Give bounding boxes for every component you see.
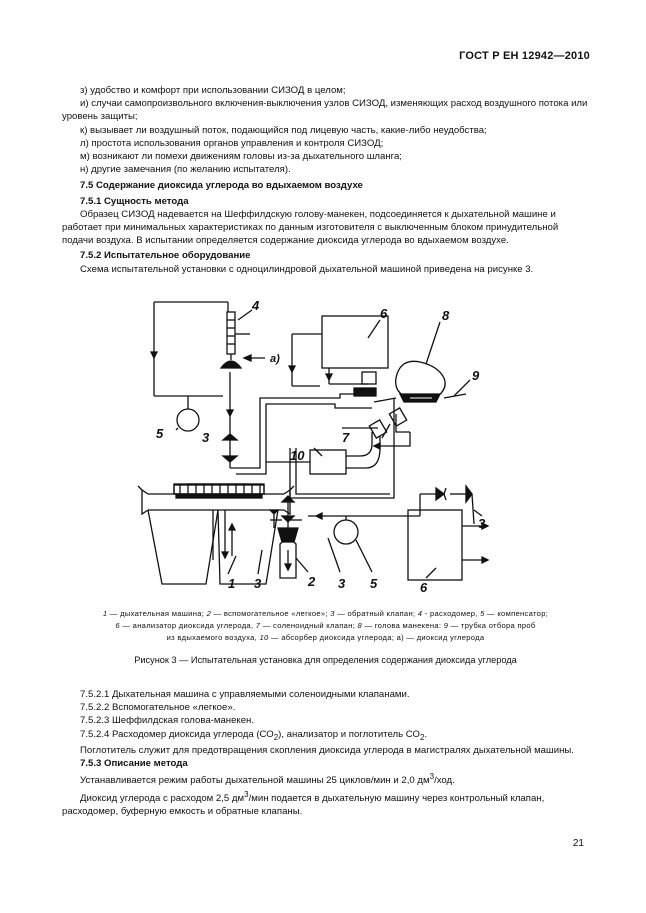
legend-text: — абсорбер диоксида углерода; а) — диоксид углерода (268, 633, 485, 642)
label-4: 4 (252, 298, 260, 313)
paragraph-equipment: Схема испытательной установки с одноцилиндровой дыхательной машиной приведена на рисунке 3. (80, 263, 534, 275)
pipe (374, 398, 396, 402)
text-block-bottom (62, 688, 589, 818)
leader-line (368, 320, 380, 338)
legend-text: — обратный клапан; (334, 609, 418, 618)
legend-text: - расходомер, (422, 609, 481, 618)
flow-arrow (326, 374, 332, 380)
list-item: 7.5.2.1 Дыхательная машина с управляемыми соленоидными клапанами. (80, 689, 410, 700)
compensator-left (177, 409, 199, 431)
list-item: м) возникают ли помехи движениям головы из-за дыхательного шланга; (80, 151, 402, 163)
paragraph-co2-flow (62, 788, 589, 819)
superscript: 3 (244, 789, 249, 799)
label-8: 8 (442, 308, 450, 323)
leader-line (454, 380, 470, 396)
label-3-left: 3 (202, 430, 210, 445)
label-5-left: 5 (156, 426, 164, 441)
legend-num: 10 (259, 633, 269, 642)
label-9: 9 (472, 368, 480, 383)
co2-absorber (310, 450, 346, 474)
paragraph-essence: Образец СИЗОД надевается на Шеффилдскую голову-манекен, подсоединяется к дыхательной машине и работает при минимальных характеристиках по данным изготовителя с выключенным блоком принудительной подачи воздуха. В испытании определяется содержание диоксида углерода во вдыхаемом воздухе. (62, 208, 559, 247)
flowmeter-symbol (154, 302, 250, 428)
subsection-heading-7-5-2: 7.5.2 Испытательное оборудование (80, 250, 251, 262)
label-7: 7 (342, 430, 350, 445)
legend-num: 8 (357, 621, 363, 630)
paragraph-absorber: Поглотитель служит для предотвращения скопления диоксида углерода в магистралях дыхательной машины. (80, 744, 574, 756)
flow-arrow (222, 552, 228, 558)
legend-num: 6 (115, 621, 120, 630)
text-fragment: /мин подается в дыхательную машину через контрольный клапан, расходомер, буферную емкость и обратные клапаны. (62, 792, 545, 817)
legend-line (62, 608, 589, 620)
dummy-head (396, 361, 445, 396)
label-3-right: 3 (478, 516, 486, 531)
flow-arrow (227, 410, 233, 416)
legend-text: — компенсатор; (484, 609, 549, 618)
figure-caption: Рисунок 3 — Испытательная установка для определения содержания диоксида углерода (134, 655, 517, 665)
legend-line (62, 632, 589, 644)
legend-num: 9 (443, 621, 449, 630)
figure-legend (62, 608, 589, 644)
label-a: а) (270, 353, 280, 365)
list-item: з) удобство и комфорт при использовании СИЗОД в целом; (80, 85, 346, 96)
subscript: 2 (419, 732, 425, 742)
text-fragment: /ход. (434, 775, 455, 787)
pipe (396, 414, 410, 432)
leader-line (258, 550, 262, 574)
legend-text: — соленоидный клапан; (260, 621, 358, 630)
legend-text: — анализатор диоксида углерода, (119, 621, 256, 630)
check-valve (436, 488, 444, 500)
legend-num: 2 (206, 609, 212, 618)
figure-3-diagram (110, 298, 500, 598)
paragraph-mode (62, 770, 589, 787)
leader-line (426, 322, 440, 364)
leader-line (296, 558, 308, 572)
pipe (346, 436, 380, 468)
label-2: 2 (308, 574, 316, 589)
legend-num: 1 (102, 609, 108, 618)
list-item: 7.5.2.2 Вспомогательное «легкое». (80, 702, 236, 714)
leader-line (328, 538, 340, 572)
list-item: н) другие замечания (по желанию испытателя). (80, 164, 291, 176)
solenoid-block (354, 388, 376, 396)
solenoid-valve-top (362, 372, 376, 384)
legend-num: 4 (417, 609, 423, 618)
flow-arrow (229, 524, 235, 530)
legend-text: — вспомогательное «легкое»; (211, 609, 331, 618)
pipe (346, 432, 372, 456)
flow-arrow (374, 443, 380, 449)
superscript: 3 (429, 772, 435, 782)
text-fragment: Диоксид углерода с расходом 2,5 дм (80, 792, 245, 804)
label-6-top: 6 (380, 306, 388, 321)
label-10: 10 (290, 448, 305, 463)
section-heading-7-5: 7.5 Содержание диоксида углерода во вдыхаемом воздухе (80, 180, 363, 192)
list-item: к) вызывает ли воздушный поток, подающийся под лицевую часть, какие-либо неудобства; (80, 124, 487, 136)
leader-line (314, 448, 322, 456)
page-number: 21 (572, 838, 584, 849)
leader-line (176, 428, 178, 430)
legend-num: 7 (255, 621, 261, 630)
legend-text: — трубка отбора проб (448, 621, 536, 630)
text-fragment: ), анализатор и поглотитель СО (278, 728, 420, 740)
leader-line (426, 568, 436, 578)
legend-text: — голова манекена: (362, 621, 444, 630)
flow-arrow (151, 352, 157, 358)
flow-arrow (289, 366, 295, 372)
subscript: 2 (273, 732, 279, 742)
text-fragment: 7.5.2.4 Расходомер диоксида углерода (СО (80, 728, 274, 740)
text-fragment: . (424, 728, 428, 740)
list-item: и) случаи самопроизвольного включения-выключения узлов СИЗОД, изменяющих расход воздушного потока или уровень защиты; (62, 98, 588, 123)
label-3-bottom-left: 3 (254, 576, 262, 591)
legend-text: из вдыхаемого воздуха, (166, 633, 260, 642)
legend-text: — дыхательная машина; (107, 609, 207, 618)
legend-num: 3 (330, 609, 335, 618)
list-item: л) простота использования органов управления и контроля СИЗОД; (80, 137, 384, 149)
subsection-heading-7-5-1: 7.5.1 Сущность метода (80, 195, 189, 207)
page-header: ГОСТ Р ЕН 12942—2010 (459, 50, 590, 62)
label-6-bottom: 6 (420, 580, 428, 595)
legend-num: 5 (480, 609, 485, 618)
check-valve (466, 486, 472, 502)
breathing-machine (138, 484, 294, 584)
label-3-bottom: 3 (338, 576, 346, 591)
co2-input-arrow (244, 355, 251, 361)
list-item: 7.5.2.3 Шеффилдская голова-манекен. (80, 715, 255, 727)
pipe (472, 494, 474, 524)
flow-arrow (482, 557, 488, 563)
list-item (62, 728, 589, 744)
text-fragment: Устанавливается режим работы дыхательной машины 25 циклов/мин и 2,0 дм (80, 775, 430, 787)
leader-line (228, 556, 236, 574)
solenoid-valve (369, 408, 406, 438)
label-5-bottom: 5 (370, 576, 378, 591)
subsection-heading-7-5-3: 7.5.3 Описание метода (80, 757, 188, 769)
text-block-top (62, 84, 589, 276)
flow-arrow (316, 513, 322, 519)
leader-line (356, 540, 372, 572)
leader-line (238, 310, 252, 320)
compensator-lower (334, 520, 358, 544)
legend-line (62, 620, 589, 632)
label-1: 1 (228, 576, 236, 591)
flow-arrow (285, 564, 291, 570)
